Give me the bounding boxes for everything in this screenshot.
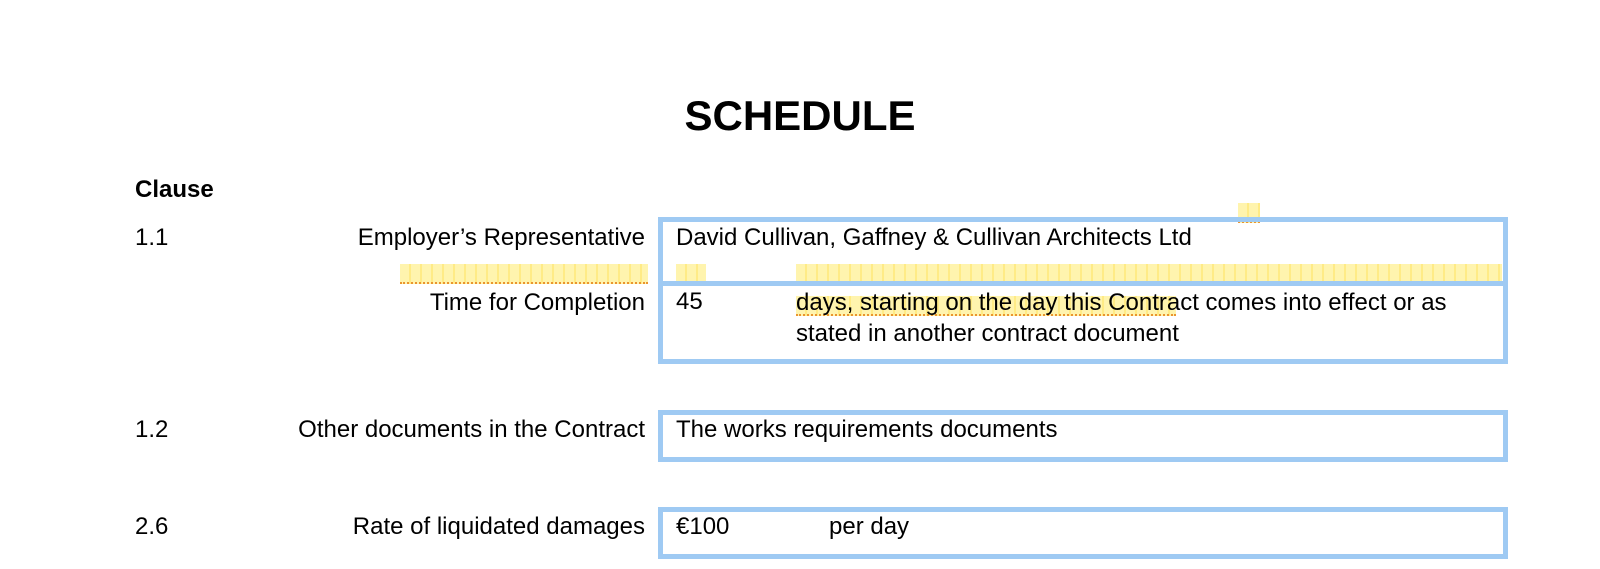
employers-representative-value[interactable]: David Cullivan, Gaffney & Cullivan Architects Ltd <box>676 224 1192 251</box>
clause-number-1-2: 1.2 <box>135 416 169 443</box>
clause-number-2-6: 2.6 <box>135 513 169 540</box>
other-documents-label: Other documents in the Contract <box>298 416 645 443</box>
liquidated-damages-label: Rate of liquidated damages <box>352 513 645 540</box>
field-divider <box>658 281 1508 286</box>
time-for-completion-description: days, starting on the day this Contract comes into effect or as stated in another contract document <box>796 289 1447 347</box>
time-for-completion-value[interactable]: 45 <box>676 288 703 315</box>
liquidated-damages-unit: per day <box>829 513 910 540</box>
liquidated-damages-value[interactable]: €100 <box>676 513 730 540</box>
clause-number-1-1: 1.1 <box>135 224 169 251</box>
other-documents-value[interactable]: The works requirements documents <box>676 416 1058 443</box>
clause-heading: Clause <box>135 176 214 203</box>
employers-representative-label: Employer’s Representative <box>357 224 645 251</box>
time-for-completion-label: Time for Completion <box>429 289 645 316</box>
page-title: SCHEDULE <box>684 92 916 139</box>
liquidated-damages-field[interactable] <box>658 507 1508 559</box>
highlight-mark <box>400 264 648 284</box>
